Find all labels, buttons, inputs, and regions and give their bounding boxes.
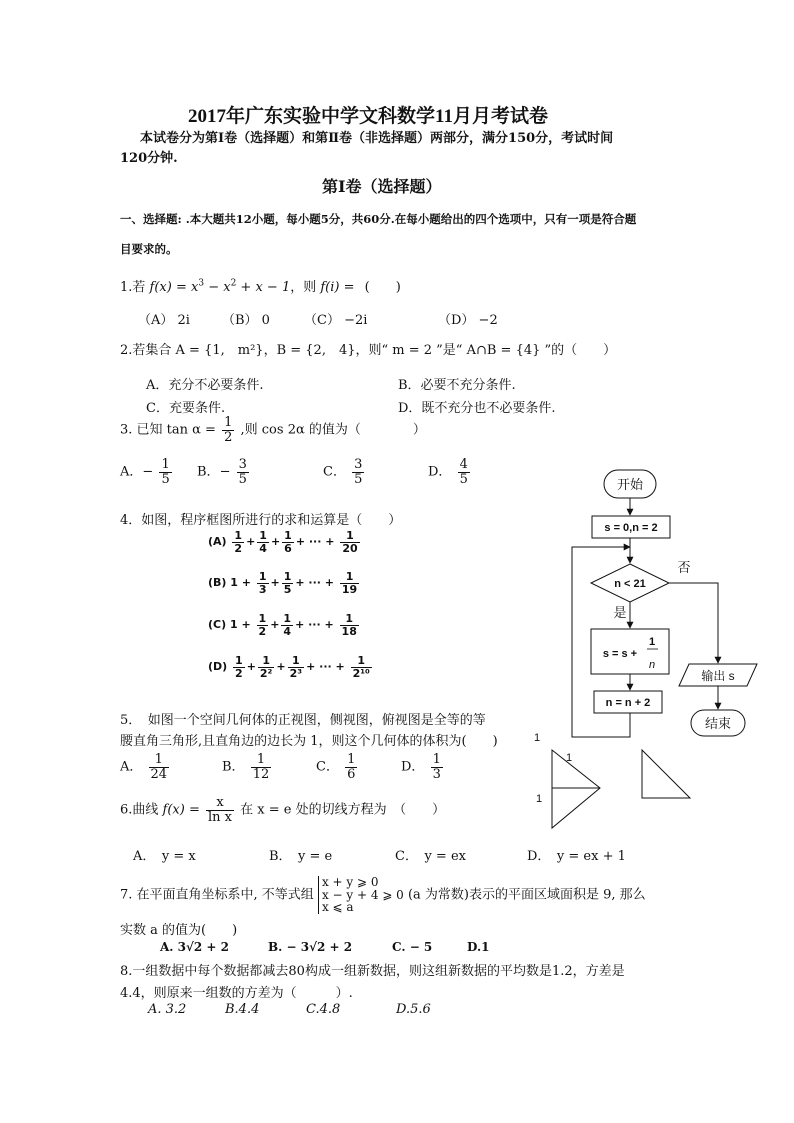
question-3-stem: 3. 已知 tan α = $\frac{1}{2}$ ,则 cos 2α 的值为（ ） xyxy=(120,415,426,445)
program-flowchart xyxy=(560,465,775,755)
fig-label-2: 1 xyxy=(566,752,573,764)
front-view-triangle xyxy=(552,750,600,828)
q3-option-d: D． $\frac{4}{5}$ xyxy=(428,457,468,487)
intro-line-1: 本试卷分为第Ⅰ卷（选择题）和第Ⅱ卷（非选择题）两部分，满分150分，考试时间 xyxy=(140,131,614,146)
flow-no-label: 否 xyxy=(677,560,691,575)
q3-option-c: C． $\frac{3}{5}$ xyxy=(323,457,363,487)
q5-option-c: C． $\frac{1}{6}$ xyxy=(316,752,356,782)
q8-option-a: A. 3.2 xyxy=(148,1002,187,1017)
q8-option-c: C.4.8 xyxy=(306,1002,341,1017)
flow-init-label: s = 0,n = 2 xyxy=(604,522,658,534)
q5-option-b: B． $\frac{1}{12}$ xyxy=(222,752,270,782)
q4-option-d: (D) $\frac{1}{2}$ + $\frac{1}{\text{2²}}$ + $\frac{1}{\text{2³}}$ + ··· + $\frac{1}{\text{2¹⁰}}$ xyxy=(208,654,370,680)
section-heading-line-2: 目要求的。 xyxy=(120,242,178,256)
question-8-line-2: 4.4，则原来一组数的方差为（ ）. xyxy=(120,986,353,1001)
q6-option-c: C． y = ex xyxy=(395,849,466,864)
q2-option-c: C．充要条件. xyxy=(146,401,226,416)
section-heading-line-1: 一、选择题: .本大题共12小题，每小题5分，共60分.在每小题给出的四个选项中，只有一项是符合题 xyxy=(120,212,637,226)
q1-option-d: （D） −2 xyxy=(438,313,498,328)
fig-label-1: 1 xyxy=(534,732,541,744)
q5-option-d: D． $\frac{1}{3}$ xyxy=(401,752,441,782)
flow-update-lhs: s = s + xyxy=(602,648,638,660)
fig-label-3: 1 xyxy=(536,793,543,805)
flow-update-num: 1 xyxy=(648,636,656,648)
q2-option-b: B．必要不充分条件. xyxy=(398,378,516,393)
q6-option-a: A． y = x xyxy=(133,849,196,864)
page-title: 2017年广东实验中学文科数学11月月考试卷 xyxy=(188,106,548,127)
intro-line-2: 120分钟. xyxy=(120,151,178,166)
three-view-figure xyxy=(530,728,720,833)
q7-option-a: A. 3√2 + 2 xyxy=(160,940,230,954)
q4-option-b: (B) 1 + $\frac{1}{3}$ + $\frac{1}{5}$ + ··· + $\frac{1}{19}$ xyxy=(208,570,358,596)
inequality-system: x + y ⩾ 0 x − y + 4 ⩾ 0 x ⩽ a xyxy=(318,876,404,914)
question-6-stem: 6.曲线 f(x) = $\frac{x}{\text{ln x}}$ 在 x = e 处的切线方程为 （ ） xyxy=(120,795,446,825)
q4-option-c: (C) 1 + $\frac{1}{2}$ + $\frac{1}{4}$ + ··· + $\frac{1}{18}$ xyxy=(208,612,357,638)
flow-start-label: 开始 xyxy=(616,477,644,492)
question-7-stem: 7. 在平面直角坐标系中, 不等式组 x + y ⩾ 0 x − y + 4 ⩾ 0 x ⩽ a (a 为常数)表示的平面区域面积是 9, 那么 xyxy=(120,875,646,915)
flow-increment-label: n = n + 2 xyxy=(605,697,651,709)
flow-update-den: n xyxy=(648,659,656,671)
question-5-line-1: 5． 如图一个空间几何体的正视图，侧视图，俯视图是全等的等 xyxy=(120,713,486,728)
q6-option-d: D． y = ex + 1 xyxy=(527,849,626,864)
q7-option-c: C. − 5 xyxy=(392,940,433,954)
q3-option-a: A．− $\frac{1}{5}$ xyxy=(120,457,170,487)
q5-option-a: A． $\frac{1}{24}$ xyxy=(120,752,168,782)
q1-option-c: （C） −2i xyxy=(304,313,368,328)
q7-option-d: D.1 xyxy=(467,940,490,954)
part-title: 第Ⅰ卷（选择题） xyxy=(322,177,442,196)
q6-option-b: B． y = e xyxy=(269,849,333,864)
question-4-stem: 4．如图，程序框图所进行的求和运算是（ ） xyxy=(120,513,402,528)
flow-yes-label: 是 xyxy=(613,605,627,620)
question-5-line-2: 腰直角三角形,且直角边的边长为 1，则这个几何体的体积为( ) xyxy=(120,734,498,749)
top-view-triangle xyxy=(642,750,690,798)
q2-option-a: A．充分不必要条件. xyxy=(146,378,264,393)
q1-option-a: （A） 2i xyxy=(138,313,190,328)
q4-option-a: (A) $\frac{1}{2}$ + $\frac{1}{4}$ + $\frac{1}{6}$ + ··· + $\frac{1}{20}$ xyxy=(208,529,358,555)
q3-option-b: B．− $\frac{3}{5}$ xyxy=(197,457,247,487)
flow-output-label: 输出 s xyxy=(701,669,735,683)
question-2-stem: 2.若集合 A = {1, m²}，B = {2, 4}，则“ m = 2 ”是“ A∩B = {4} ”的（ ） xyxy=(120,343,617,358)
q2-option-d: D．既不充分也不必要条件. xyxy=(398,401,556,416)
flow-end-label: 结束 xyxy=(704,716,732,731)
q8-option-d: D.5.6 xyxy=(396,1002,431,1017)
flow-condition-label: n < 21 xyxy=(614,578,646,590)
question-8-line-1: 8.一组数据中每个数据都减去80构成一组新数据，则这组新数据的平均数是1.2，方差是 xyxy=(120,964,625,979)
q7-option-b: B. − 3√2 + 2 xyxy=(268,940,353,954)
question-7-line-2: 实数 a 的值为( ) xyxy=(120,923,238,938)
q1-option-b: （B） 0 xyxy=(222,313,270,328)
question-1-stem: 1.若 $f(x) = x^3 - x^2 + x - 1$，则 f(i) = ( ) xyxy=(120,278,401,295)
q8-option-b: B.4.4 xyxy=(225,1002,260,1017)
